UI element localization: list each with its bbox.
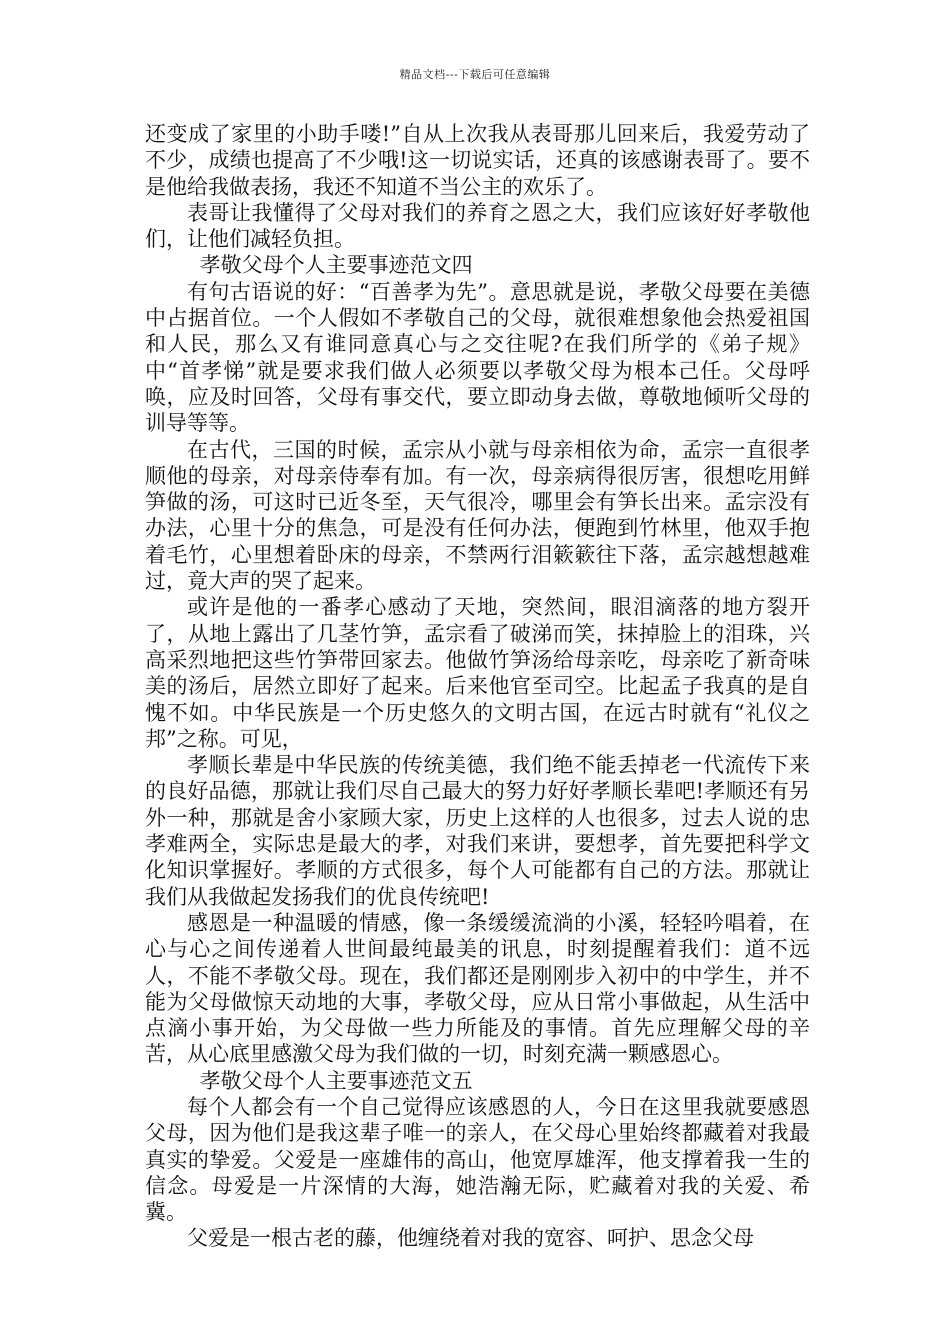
section-heading: 孝敬父母个人主要事迹范文五 [199,1068,473,1093]
paragraph: 每个人都会有一个自己觉得应该感恩的人，今日在这里我就要感恩父母，因为他们是我这辈子唯一的亲人，在父母心里始终都藏着对我最真实的挚爱。父爱是一座雄伟的高山，他宽厚雄浑，他支撑着我一生的信念。母爱是一片深情的大海，她浩瀚无际，贮藏着对我的关爱、希冀。 [145,1094,810,1225]
page-header: 精品文档---下载后可任意编辑 [399,68,551,81]
paragraph: 或许是他的一番孝心感动了天地，突然间，眼泪滴落的地方裂开了，从地上露出了几茎竹笋，孟宗看了破涕而笑，抹掉脸上的泪珠，兴高采烈地把这些竹笋带回家去。他做竹笋汤给母亲吃，母亲吃了新奇味美的汤后，居然立即好了起来。后来他官至司空。比起孟子我真的是自愧不如。中华民族是一个历史悠久的文明古国，在远古时就有“礼仪之邦”之称。可见， [145,595,810,751]
section-heading: 孝敬父母个人主要事迹范文四 [199,253,473,278]
paragraph: 表哥让我懂得了父母对我们的养育之恩之大，我们应该好好孝敬他们，让他们减轻负担。 [145,200,810,252]
paragraph: 父爱是一根古老的藤，他缠绕着对我的宽容、呵护、思念父母 [187,1226,754,1251]
paragraph: 有句古语说的好：“百善孝为先”。意思就是说，孝敬父母要在美德中占据首位。一个人假如不孝敬自己的父母，就很难想象他会热爱祖国和人民，那么又有谁同意真心与之交往呢?在我们所学的《弟子规》中“首孝悌”就是要求我们做人必须要以孝敬父母为根本己任。父母呼唤，应及时回答，父母有事交代，要立即动身去做，尊敬地倾听父母的训导等等。 [145,279,810,436]
document-body [145,121,810,1252]
paragraph: 感恩是一种温暖的情感，像一条缓缓流淌的小溪，轻轻吟唱着，在心与心之间传递着人世间最纯最美的讯息，时刻提醒着我们：道不远人，不能不孝敬父母。现在，我们都还是刚刚步入初中的中学生，并不能为父母做惊天动地的大事，孝敬父母，应从日常小事做起，从生活中点滴小事开始，为父母做一些力所能及的事情。首先应理解父母的辛苦，从心底里感激父母为我们做的一切，时刻充满一颗感恩心。 [145,910,810,1067]
paragraph: 孝顺长辈是中华民族的传统美德，我们绝不能丢掉老一代流传下来的良好品德，那就让我们尽自己最大的努力好好孝顺长辈吧!孝顺还有另外一种，那就是舍小家顾大家，历史上这样的人也很多，过去人说的忠孝难两全，实际忠是最大的孝，对我们来讲，要想孝，首先要把科学文化知识掌握好。孝顺的方式很多，每个人可能都有自己的方法。那就让我们从我做起发扬我们的优良传统吧! [145,753,810,909]
paragraph: 在古代，三国的时候，孟宗从小就与母亲相依为命，孟宗一直很孝顺他的母亲，对母亲侍奉有加。有一次，母亲病得很厉害，很想吃用鲜笋做的汤，可这时已近冬至，天气很冷，哪里会有笋长出来。孟宗没有办法，心里十分的焦急，可是没有任何办法，便跑到竹林里，他双手抱着毛竹，心里想着卧床的母亲，不禁两行泪簌簌往下落，孟宗越想越难过，竟大声的哭了起来。 [145,437,810,594]
paragraph: 还变成了家里的小助手喽!”自从上次我从表哥那儿回来后，我爱劳动了不少，成绩也提高了不少哦!这一切说实话，还真的该感谢表哥了。要不是他给我做表扬，我还不知道不当公主的欢乐了。 [145,122,810,199]
